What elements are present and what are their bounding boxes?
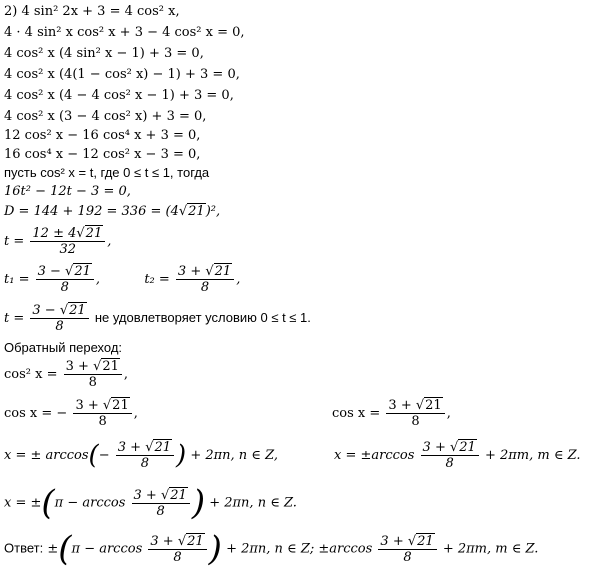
radicand: 21 [425,398,442,413]
cos2-lhs: cos² x = [4,367,58,382]
right-paren: ) [191,483,206,523]
cos2-num-text: 3 + [65,359,94,374]
discriminant-text-b: )², [205,204,221,219]
x3-num-text: 3 + [133,487,161,503]
answer-num-text-1: 3 + [150,533,178,549]
x3-tail: + 2πn, n ∈ Z. [209,495,297,511]
t3-num-text: 3 − [32,303,60,318]
cosneg-numerator [73,398,131,413]
cos2-numerator [64,359,122,374]
answer-line [4,529,539,569]
equation-line-1: 2) 4 sin² 2x + 3 = 4 cos² x, [4,4,180,19]
x2-fraction [421,440,479,471]
sqrt-symbol: √21 [65,264,91,279]
cospos-tail: , [446,406,451,421]
roots-line [4,264,240,295]
x2-tail: + 2πm, m ∈ Z. [484,448,581,463]
t1-numerator [36,264,94,279]
discriminant-text-a: D = 144 + 192 = 336 = (4 [4,204,179,219]
x2-denominator: 8 [421,455,479,471]
t-num-text: 12 ± 4 [32,226,77,241]
substitution-line: пусть cos² x = t, где 0 ≤ t ≤ 1, тогда [4,165,210,180]
equation-line-6: 4 cos² x (3 − 4 cos² x) + 3 = 0, [4,109,207,124]
x3-fraction [132,488,190,519]
cospos-numerator [386,398,444,413]
t1-fraction [36,264,94,295]
t-lhs: t = [4,234,25,249]
x1-num-text: 3 + [117,440,146,455]
sqrt-symbol: √21 [407,533,434,549]
radicand: 21 [170,487,187,503]
radicand: 21 [459,440,476,455]
sqrt-symbol: √21 [59,303,86,318]
x3-lhs: x = ± [4,495,42,511]
t1-tail: , [95,272,101,287]
answer-fraction-1 [148,534,206,565]
radicand: 21 [112,398,129,413]
x3-inner: π − arccos [54,495,126,511]
cos-squared-line [4,359,128,390]
cospos-denominator: 8 [386,413,444,429]
cos2-fraction [64,359,122,390]
x3-numerator [132,488,190,503]
answer-numerator-2 [378,534,436,549]
radicand: 21 [102,359,119,374]
t2-denominator: 8 [176,279,234,295]
radicand: 21 [214,264,232,279]
sqrt-symbol: √21 [76,226,103,241]
answer-inner: π − arccos [71,541,143,557]
cos-positive-line [332,398,451,429]
radicand: 21 [417,533,434,549]
x-solution-1-line [4,440,278,471]
discriminant-line [4,204,220,220]
radicand: 21 [85,226,103,241]
t1-num-text: 3 − [37,264,66,279]
x1-lhs: x = ± arccos [4,448,89,463]
sqrt-symbol: √21 [145,440,172,455]
t2-fraction [176,264,234,295]
cos-negative-line [4,398,138,429]
x-solution-3-line [4,483,297,523]
cosneg-num-text: 3 + [75,398,103,413]
answer-denominator-2: 8 [378,549,436,565]
rejected-root-line [4,303,311,334]
answer-mid: + 2πn, n ∈ Z; ±arccos [226,541,373,557]
equation-line-8: 16 cos⁴ x − 12 cos² x − 3 = 0, [4,147,201,162]
t1-lhs: t₁ = [4,272,30,287]
root-t-line [4,226,111,257]
x2-num-text: 3 + [422,440,450,455]
t-numerator [30,226,105,241]
equation-line-3: 4 cos² x (4 sin² x − 1) + 3 = 0, [4,46,204,61]
t2-num-text: 3 + [177,264,206,279]
t2-lhs: t₂ = [144,272,170,287]
answer-fraction-2 [378,534,436,565]
sqrt-symbol: √21 [93,359,119,374]
rejection-text: не удовлетворяет условию 0 ≤ t ≤ 1. [94,310,311,325]
answer-label: Ответ: [4,540,44,556]
x1-tail: + 2πn, n ∈ Z, [190,448,279,463]
x1-fraction [116,440,174,471]
t3-numerator [30,303,88,318]
equation-line-4: 4 cos² x (4(1 − cos² x) − 1) + 3 = 0, [4,67,240,82]
answer-denominator-1: 8 [148,549,206,565]
cosneg-tail: , [133,406,138,421]
t-fraction [30,226,105,257]
right-paren: ) [176,440,187,471]
sqrt-symbol: √21 [160,487,187,503]
reverse-substitution-heading: Обратный переход: [4,340,123,355]
t-denominator: 32 [30,241,105,257]
t2-numerator [176,264,234,279]
sqrt-symbol: √21 [415,398,442,413]
cos2-denominator: 8 [64,374,122,390]
cosneg-lhs: cos x = − [4,406,68,421]
radicand: 21 [69,303,86,318]
radicand: 21 [187,533,204,549]
quadratic-equation: 16t² − 12t − 3 = 0, [4,184,131,199]
left-paren: ( [41,483,55,523]
answer-pm: ± [47,541,59,557]
t1-denominator: 8 [36,279,94,295]
cospos-lhs: cos x = [332,406,381,421]
answer-numerator-1 [148,534,206,549]
equation-line-5: 4 cos² x (4 − 4 cos² x − 1) + 3 = 0, [4,88,234,103]
sqrt-symbol: √21 [178,204,205,219]
t3-denominator: 8 [30,318,88,334]
cospos-num-text: 3 + [388,398,416,413]
t3-fraction [30,303,88,334]
x1-denominator: 8 [116,455,174,471]
x1-inner: − [98,448,110,463]
sqrt-symbol: √21 [449,440,476,455]
t3-lhs: t = [4,311,25,326]
x1-numerator [116,440,174,455]
sqrt-symbol: √21 [102,398,129,413]
radicand: 21 [154,440,172,455]
cos2-tail: , [123,367,129,382]
x-solution-2-line [334,440,581,471]
sqrt-symbol: √21 [177,533,204,549]
sqrt-symbol: √21 [205,264,232,279]
cosneg-fraction [73,398,131,429]
t-tail: , [107,234,112,249]
x2-lhs: x = ±arccos [334,448,415,463]
equation-line-7: 12 cos² x − 16 cos⁴ x + 3 = 0, [4,128,201,143]
equation-line-2: 4 · 4 sin² x cos² x + 3 − 4 cos² x = 0, [4,25,245,40]
t2-tail: , [236,272,241,287]
right-paren: ) [208,529,222,569]
answer-tail: + 2πm, m ∈ Z. [442,541,539,557]
cospos-fraction [386,398,444,429]
answer-num-text-2: 3 + [380,533,408,549]
x3-denominator: 8 [132,503,190,519]
left-paren: ( [58,529,72,569]
cosneg-denominator: 8 [73,413,131,429]
radicand: 21 [188,204,205,219]
radicand: 21 [74,264,91,279]
left-paren: ( [88,440,99,471]
x2-numerator [421,440,479,455]
